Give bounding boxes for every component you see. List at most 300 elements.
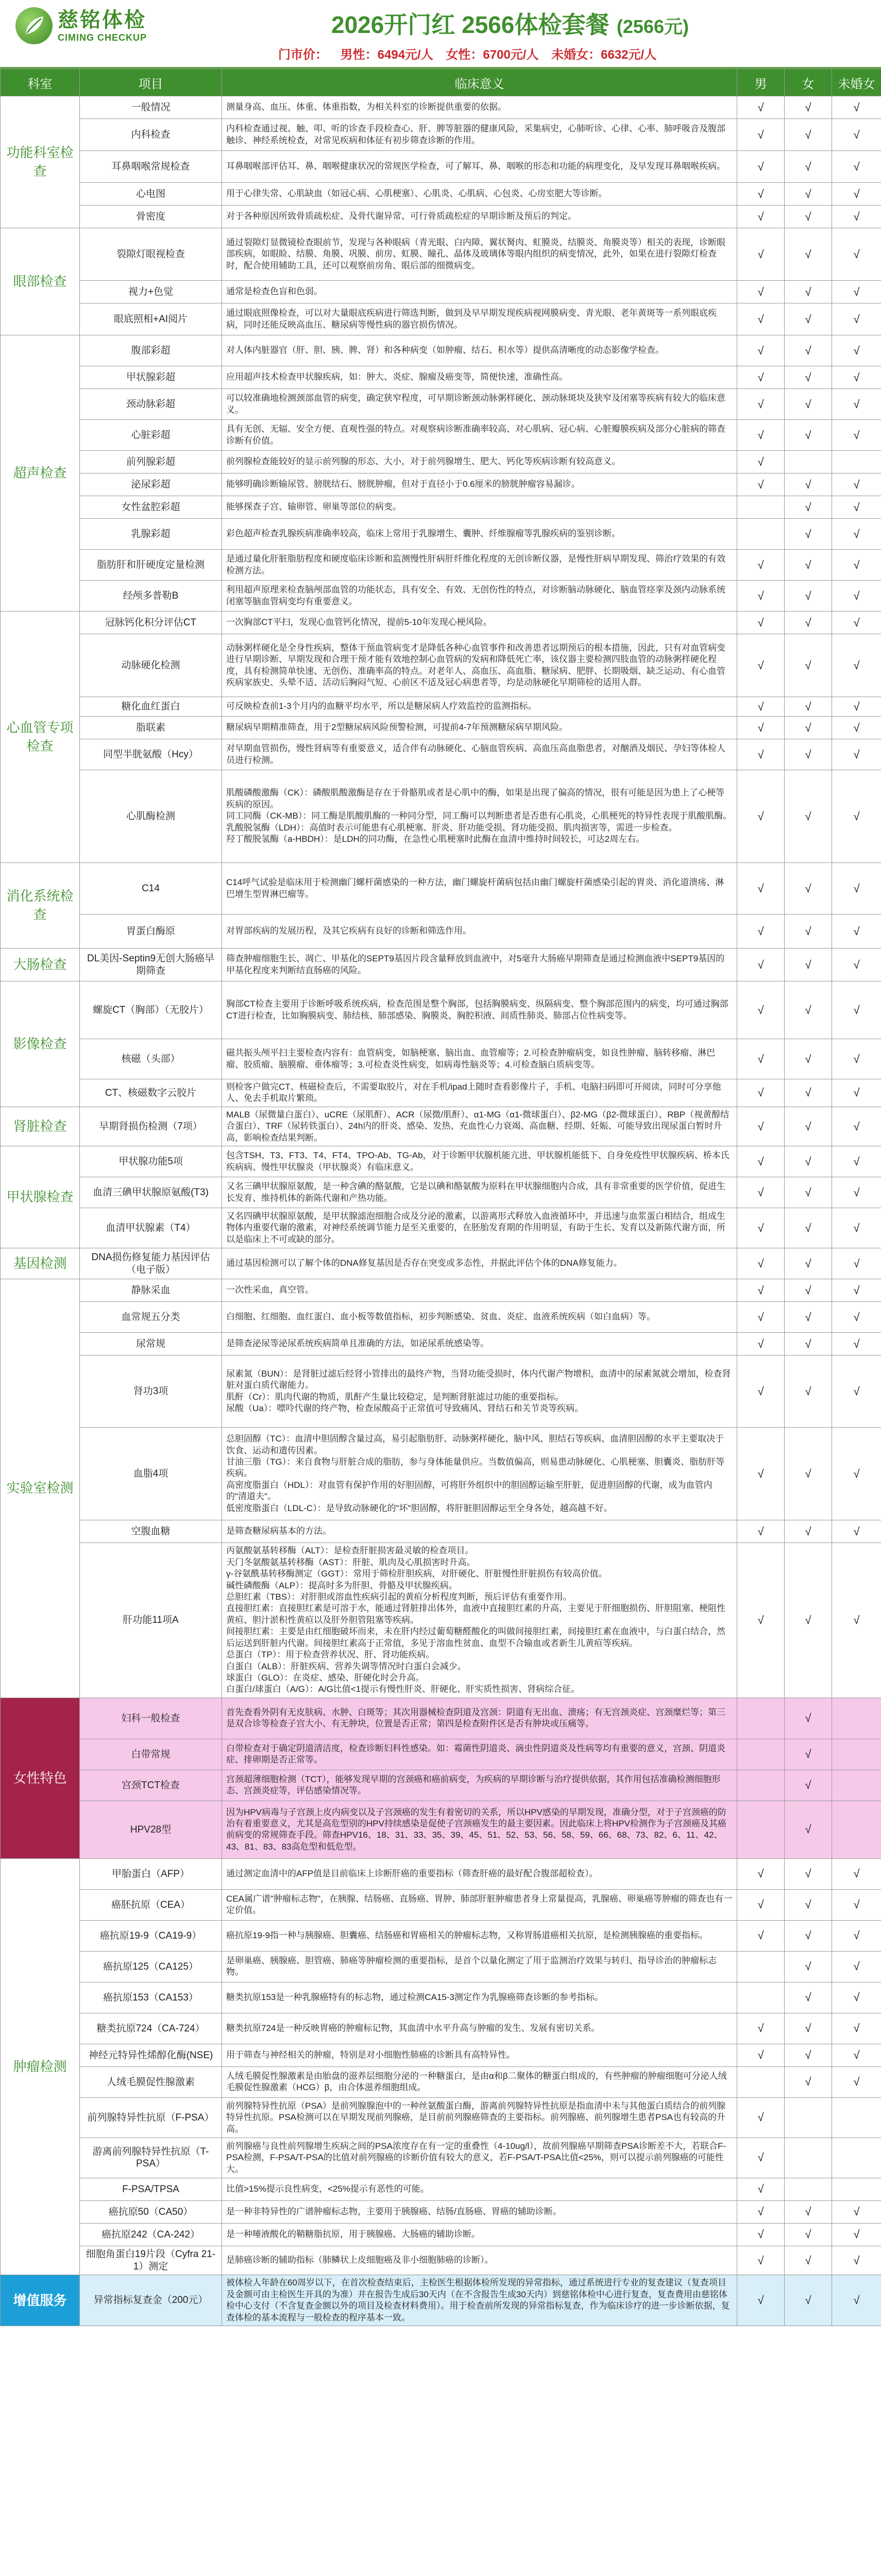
- male-check: √: [737, 96, 785, 119]
- price-male: 男性：6494元/人: [340, 48, 433, 62]
- item-description: 通过测定血清中的AFP值是目前临床上诊断肝癌的重要指标（筛查肝癌的最好配合腹部超检查）。: [222, 1858, 737, 1889]
- unmarried-check: √: [832, 183, 881, 206]
- item-name: 血清甲状腺素（T4）: [80, 1208, 222, 1248]
- item-name: 尿常规: [80, 1333, 222, 1355]
- item-name: 泌尿彩超: [80, 473, 222, 496]
- unmarried-check: √: [832, 1333, 881, 1355]
- section-category: 功能科室检查: [1, 96, 80, 228]
- male-check: √: [737, 1177, 785, 1208]
- female-check: √: [785, 119, 832, 151]
- male-check: √: [737, 335, 785, 366]
- table-row: [1, 2246, 881, 2275]
- table-row: [1, 612, 881, 634]
- item-name: 血清三碘甲状腺原氨酸(T3): [80, 1177, 222, 1208]
- item-name: 心脏彩超: [80, 420, 222, 451]
- item-name: 甲状腺彩超: [80, 366, 222, 389]
- male-check: [737, 496, 785, 519]
- table-row: [1, 1039, 881, 1079]
- female-check: √: [785, 1739, 832, 1770]
- female-check: √: [785, 1039, 832, 1079]
- male-check: √: [737, 228, 785, 281]
- table-row: [1, 96, 881, 119]
- item-description: 是一种非特异性的广谱肿瘤标志物，主要用于胰腺癌、结肠/直肠癌、胃癌的辅助诊断。: [222, 2200, 737, 2223]
- male-check: √: [737, 2200, 785, 2223]
- item-description: 内科检查通过视、触、叩、听的诊查手段检查心、肝、脾等脏器的健康风险，采集病史，心肺听诊、心律、心率、肺呼吸音及腹部触诊、神经系统检查，对常见疾病和体征有初步筛查诊断的作用。: [222, 119, 737, 151]
- item-description: 磁共振头颅平扫主要检查内容有：血管病变，如脑梗塞、脑出血、血管瘤等；2.可检查肿瘤病变，如良性肿瘤、脑转移瘤、淋巴瘤、胶质瘤、脑膜瘤、垂体瘤等；3.可检查炎性病变，如病毒性脑炎等；4.可检查脑白质病变等。: [222, 1039, 737, 1079]
- item-name: 游离前列腺特异性抗原（T-PSA）: [80, 2138, 222, 2178]
- female-check: √: [785, 1333, 832, 1355]
- table-row: [1, 1770, 881, 1801]
- item-description: 对于各种原因所致骨质疏松症、及骨代谢异常、可行骨质疏松症的早期诊断及预后的判定。: [222, 206, 737, 228]
- unmarried-check: √: [832, 1248, 881, 1279]
- price-label: 门市价：: [278, 48, 328, 62]
- header-item: 项目: [80, 69, 222, 96]
- item-description: 对人体内脏器官（肝、胆、胰、脾、肾）和各种病变（如肿瘤、结石、积水等）提供高清晰度的动态影像学检查。: [222, 335, 737, 366]
- table-row: [1, 2044, 881, 2066]
- title-main: 2026开门红 2566体检套餐: [331, 11, 609, 38]
- section-category: 肿瘤检测: [1, 1858, 80, 2275]
- female-check: √: [785, 612, 832, 634]
- female-check: √: [785, 1982, 832, 2013]
- item-description: 则检客户做完CT、核磁检查后，不需要取胶片，对在手机/ipad上随时查看影像片子，手机、电脑扫码即可开阅读，同时可分享他人、免去手机取片繁琐。: [222, 1079, 737, 1107]
- female-check: √: [785, 281, 832, 303]
- table-row: [1, 717, 881, 739]
- unmarried-check: √: [832, 1951, 881, 1982]
- section-category: 超声检查: [1, 335, 80, 612]
- table-header: [1, 69, 881, 96]
- male-check: √: [737, 581, 785, 612]
- unmarried-check: √: [832, 2275, 881, 2326]
- table-row: [1, 496, 881, 519]
- female-check: √: [785, 2275, 832, 2326]
- item-name: C14: [80, 863, 222, 914]
- female-check: √: [785, 1920, 832, 1951]
- table-row: [1, 420, 881, 451]
- item-name: 宫颈TCT检查: [80, 1770, 222, 1801]
- item-name: 心肌酶检测: [80, 770, 222, 863]
- item-description: 包含TSH、T3、FT3、T4、FT4、TPO-Ab、TG-Ab，对于诊断甲状腺机能亢进、甲状腺机能低下、自身免疫性甲状腺疾病、桥本氏疾病病、慢性甲状腺炎（甲状腺炎）有临床意义。: [222, 1146, 737, 1177]
- item-description: 比值>15%提示良性病变，<25%提示有恶性的可能。: [222, 2178, 737, 2200]
- female-check: √: [785, 151, 832, 183]
- unmarried-check: √: [832, 550, 881, 581]
- unmarried-check: √: [832, 717, 881, 739]
- item-description: 是筛查泌尿等泌尿系统疾病简单且准确的方法，如泌尿系统感染等。: [222, 1333, 737, 1355]
- female-check: √: [785, 389, 832, 420]
- table-row: [1, 1177, 881, 1208]
- female-check: √: [785, 496, 832, 519]
- item-description: 癌抗原19-9指一种与胰腺癌、胆囊癌、结肠癌和胃癌相关的肿瘤标志物，又称胃肠道癌相关抗原，是检测胰腺癌的重要指标。: [222, 1920, 737, 1951]
- table-row: [1, 473, 881, 496]
- female-check: √: [785, 634, 832, 697]
- brand-name-cn: 慈铭体检: [58, 8, 146, 31]
- unmarried-check: √: [832, 2200, 881, 2223]
- female-check: √: [785, 2066, 832, 2097]
- item-description: 是肺癌诊断的辅助指标（肺鳞状上皮细胞癌及非小细胞肺癌的诊断）。: [222, 2246, 737, 2275]
- table-row: [1, 1333, 881, 1355]
- female-check: √: [785, 96, 832, 119]
- unmarried-check: √: [832, 863, 881, 914]
- female-check: √: [785, 1951, 832, 1982]
- table-row: [1, 1698, 881, 1739]
- male-check: √: [737, 914, 785, 948]
- item-name: 前列腺特异性抗原（F-PSA）: [80, 2097, 222, 2138]
- unmarried-check: [832, 1770, 881, 1801]
- unmarried-check: √: [832, 366, 881, 389]
- item-name: 核磁（头部）: [80, 1039, 222, 1079]
- female-check: √: [785, 1079, 832, 1107]
- female-check: √: [785, 697, 832, 717]
- price-unmarried: 未婚女：6632元/人: [551, 48, 657, 62]
- unmarried-check: √: [832, 1543, 881, 1698]
- item-description: 丙氨酸氨基转移酶（ALT）：是检查肝脏损害最灵敏的检查项目。 天门冬氨酸氨基转移酶（AST）：肝脏、肌肉及心肌损害时升高。 γ-谷氨酰基转移酶测定（GGT）：常用于筛检肝胆疾病，对肝硬化、肝脏慢性肝脏损伤有较高价值。 碱性磷酸酶（ALP）：提高时多为肝胆、骨骼及甲状腺疾病。 总胆红素（TBS）：对肝胆或溶血性疾病引起的黄疸分析程度判断，预后评估有重要作用。 直接胆红素：直接胆红素是可溶于水，能通过肾脏排出体外，血液中直接胆红素的升高，主要见于肝细胞损伤、肝胆阻塞、梗阻性黄疸、胆汁淤积性黄疸以及肝外胆管阻塞等疾病。 间接胆红素：主要是由红细胞破坏而来，未在肝内经过葡萄糖醛酸化的叫做间接胆红素，间接胆红素在血液中，与白蛋白结合，然后运送到肝脏内代谢。间接胆红素高于正常值，多见于溶血性贫血、血型不合输血或者新生儿黄疸等疾病。 总蛋白（TP）：用于检查营养状况、肝、肾功能疾病。 白蛋白（ALB）：肝脏疾病、营养失调等情况时白蛋白会减少。 球蛋白（GLO）：在炎症、感染、肝硬化时会升高。 白蛋白/球蛋白（A/G）：A/G比值<1提示有慢性肝炎、肝硬化、肝实质性损害、肾病综合征。: [222, 1543, 737, 1698]
- male-check: √: [737, 206, 785, 228]
- male-check: √: [737, 420, 785, 451]
- unmarried-check: [832, 451, 881, 473]
- female-check: √: [785, 717, 832, 739]
- table-row: [1, 228, 881, 281]
- table-row: [1, 948, 881, 981]
- unmarried-check: √: [832, 1079, 881, 1107]
- item-name: 白带常规: [80, 1739, 222, 1770]
- item-name: 心电图: [80, 183, 222, 206]
- table-row: [1, 519, 881, 550]
- unmarried-check: √: [832, 1107, 881, 1146]
- female-check: √: [785, 228, 832, 281]
- section-category: 增值服务: [1, 2275, 80, 2326]
- item-name: 早期肾损伤检测（7项）: [80, 1107, 222, 1146]
- item-description: 彩色超声检查乳腺疾病准确率较高，临床上常用于乳腺增生、囊肿、纤维腺瘤等乳腺疾病的鉴别诊断。: [222, 519, 737, 550]
- item-name: 经颅多普勒B: [80, 581, 222, 612]
- table-row: [1, 2013, 881, 2044]
- female-check: √: [785, 1889, 832, 1920]
- table-row: [1, 1801, 881, 1858]
- item-name: 女性盆腔彩超: [80, 496, 222, 519]
- unmarried-check: √: [832, 1177, 881, 1208]
- table-row: [1, 1208, 881, 1248]
- male-check: √: [737, 697, 785, 717]
- item-name: 前列腺彩超: [80, 451, 222, 473]
- item-description: MALB（尿微量白蛋白）、uCRE（尿肌酐）、ACR（尿微/肌酐）、α1-MG（α1-微球蛋白）、β2-MG（β2-微球蛋白）、RBP（视黄醇结合蛋白）、TRF（尿转铁蛋白）、24h内的肝炎、感染、发热、充血性心力衰竭、高血糖、经期、妊娠、可能导致出现尿蛋白暂时升高，影响检查结果判断。: [222, 1107, 737, 1146]
- table-row: [1, 739, 881, 770]
- male-check: √: [737, 612, 785, 634]
- retail-prices: [278, 44, 666, 62]
- item-description: 胸部CT检查主要用于诊断呼吸系统疾病，检查范围是整个胸部，包括胸膜病变、纵隔病变、整个胸部范围内的病变，均可通过胸部CT进行检查，比如胸膜病变、肺结核、肺部感染、胸膜炎、胸腔积液、间质性肺炎、肺部占位性病变等。: [222, 981, 737, 1039]
- item-description: 对早期血管损伤，慢性肾病等有重要意义，适合伴有动脉硬化、心脑血管疾病、高血压高血脂患者，对酗酒及烟民、孕妇等体检人员进行检测。: [222, 739, 737, 770]
- item-name: 骨密度: [80, 206, 222, 228]
- table-row: [1, 1982, 881, 2013]
- table-row: [1, 1355, 881, 1428]
- unmarried-check: [832, 2178, 881, 2200]
- item-description: 是卵巢癌、胰腺癌、胆管癌、肺癌等肿瘤检测的重要指标，是首个以量化测定了用于监测治疗效果与转归、指导诊治的肿瘤标志物。: [222, 1951, 737, 1982]
- unmarried-check: √: [832, 206, 881, 228]
- table-row: [1, 2223, 881, 2246]
- table-row: [1, 1739, 881, 1770]
- item-name: 癌抗原19-9（CA19-9）: [80, 1920, 222, 1951]
- male-check: √: [737, 1079, 785, 1107]
- item-description: 可以较准确地检测颈部血管的病变，确定狭窄程度，可早期诊断颈动脉粥样硬化、颈动脉斑块及狭窄及闭塞等疾病有较大的临床意义。: [222, 389, 737, 420]
- female-check: √: [785, 1858, 832, 1889]
- female-check: √: [785, 1698, 832, 1739]
- female-check: √: [785, 1302, 832, 1333]
- male-check: √: [737, 2178, 785, 2200]
- unmarried-check: √: [832, 2223, 881, 2246]
- male-check: √: [737, 948, 785, 981]
- unmarried-check: √: [832, 1428, 881, 1520]
- male-check: √: [737, 2044, 785, 2066]
- unmarried-check: √: [832, 389, 881, 420]
- male-check: √: [737, 2138, 785, 2178]
- item-name: 癌抗原242（CA-242）: [80, 2223, 222, 2246]
- section-category: 甲状腺检查: [1, 1146, 80, 1248]
- table-row: [1, 206, 881, 228]
- price-female: 女性：6700元/人: [446, 48, 539, 62]
- female-check: √: [785, 581, 832, 612]
- male-check: √: [737, 473, 785, 496]
- brand-logo: [15, 7, 147, 44]
- item-name: 静脉采血: [80, 1279, 222, 1302]
- female-check: √: [785, 420, 832, 451]
- female-check: √: [785, 1543, 832, 1698]
- item-name: 耳鼻咽喉常规检查: [80, 151, 222, 183]
- unmarried-check: √: [832, 612, 881, 634]
- female-check: √: [785, 1208, 832, 1248]
- item-description: 用于筛查与神经相关的肿瘤，特别是对小细胞性肺癌的诊断具有高特异性。: [222, 2044, 737, 2066]
- table-row: [1, 183, 881, 206]
- table-row: [1, 1079, 881, 1107]
- item-description: 前列腺癌与良性前列腺增生疾病之间的PSA浓度存在有一定的重叠性（4-10ug/l），故前列腺癌早期筛查PSA诊断差不大，若联合F-PSA检测，F-PSA/T-PSA的比值对前列腺癌的诊断价值有较大的意义，若F-PSA/T-PSA比值<25%，则可以提示前列腺癌的可能性大。: [222, 2138, 737, 2178]
- table-row: [1, 335, 881, 366]
- table-row: [1, 2066, 881, 2097]
- unmarried-check: √: [832, 2066, 881, 2097]
- female-check: [785, 2138, 832, 2178]
- title-sub: (2566元): [616, 16, 689, 37]
- female-check: √: [785, 863, 832, 914]
- item-description: 糖类抗原153是一种乳腺癌特有的标志物，通过检测CA15-3测定作为乳腺癌筛查诊断的参考指标。: [222, 1982, 737, 2013]
- unmarried-check: √: [832, 1982, 881, 2013]
- male-check: √: [737, 1543, 785, 1698]
- male-check: √: [737, 1039, 785, 1079]
- male-check: √: [737, 451, 785, 473]
- male-check: √: [737, 1428, 785, 1520]
- item-name: 甲胎蛋白（AFP）: [80, 1858, 222, 1889]
- item-name: 脂联素: [80, 717, 222, 739]
- table-row: [1, 2178, 881, 2200]
- female-check: √: [785, 1146, 832, 1177]
- table-row: [1, 2200, 881, 2223]
- unmarried-check: √: [832, 1889, 881, 1920]
- table-row: [1, 1858, 881, 1889]
- item-description: 肌酸磷酸激酶（CK）：磷酸肌酸激酶是存在于骨骼肌或者是心肌中的酶，如果是出现了偏高的情况，很有可能是因为患上了心梗等疾病的原因。 同工同酶（CK-MB）：同工酶是肌酸肌酶的一种同分型，同工酶可以判断患者是否患有心肌炎，心肌梗死的特异性表现于肌酸肌酶。 乳酸脱氢酶（LDH）：高值时表示可能患有心肌梗塞、肝炎、肝功能受损、肾功能受损、肌肉损害等，需进一步检查。 羟丁酸脱氢酶（a-HBDH）：是LDH的同功酶，在急性心肌梗塞时此酶在血清中维持时间较长，可达2周左右。: [222, 770, 737, 863]
- male-check: √: [737, 2013, 785, 2044]
- item-name: 异常指标复查金（200元）: [80, 2275, 222, 2326]
- table-row: [1, 1889, 881, 1920]
- male-check: √: [737, 1355, 785, 1428]
- item-description: 首先查看外阴有无皮肤病、水肿、白斑等；其次用器械检查阴道及宫颈：阴道有无出血、溃疡；有无宫颈炎症、宫颈糜烂等；第三是双合诊等检查子宫大小、有无肿块，位置是否正常；第四是检查附件区是否有肿块或压痛等。: [222, 1698, 737, 1739]
- item-name: 视力+色觉: [80, 281, 222, 303]
- section-category: 大肠检查: [1, 948, 80, 981]
- header-unmarried: 未婚女: [832, 69, 881, 96]
- item-name: 血脂4项: [80, 1428, 222, 1520]
- table-row: [1, 151, 881, 183]
- male-check: [737, 1698, 785, 1739]
- male-check: [737, 1801, 785, 1858]
- section-category: 实验室检测: [1, 1279, 80, 1698]
- male-check: √: [737, 2097, 785, 2138]
- item-description: 是一种唾液酸化的鞘糖脂抗原，用于胰腺癌、大肠癌的辅助诊断。: [222, 2223, 737, 2246]
- header-female: 女: [785, 69, 832, 96]
- package-table: [0, 69, 881, 2326]
- item-description: 通过眼底照像检查，可以对大量眼底疾病进行筛选判断，做到及早早期发现疾病视网膜病变、青光眼、老年黄斑等一系列眼底疾病，同时还能反映高血压、糖尿病等慢性病的器官损伤情况。: [222, 303, 737, 335]
- unmarried-check: √: [832, 1355, 881, 1428]
- male-check: √: [737, 281, 785, 303]
- female-check: √: [785, 2200, 832, 2223]
- item-name: 糖类抗原724（CA-724）: [80, 2013, 222, 2044]
- item-name: 甲状腺功能5项: [80, 1146, 222, 1177]
- item-name: 动脉硬化检测: [80, 634, 222, 697]
- header: [0, 0, 881, 69]
- item-name: 癌抗原153（CA153）: [80, 1982, 222, 2013]
- header-male: 男: [737, 69, 785, 96]
- item-name: F-PSA/TPSA: [80, 2178, 222, 2200]
- item-description: 能够明确诊断输尿管、膀胱结石、膀胱肿瘤，但对于直径小于0.6厘米的膀胱肿瘤容易漏诊。: [222, 473, 737, 496]
- unmarried-check: √: [832, 1208, 881, 1248]
- unmarried-check: √: [832, 697, 881, 717]
- unmarried-check: √: [832, 634, 881, 697]
- unmarried-check: √: [832, 770, 881, 863]
- unmarried-check: √: [832, 981, 881, 1039]
- female-check: √: [785, 2246, 832, 2275]
- unmarried-check: √: [832, 1302, 881, 1333]
- male-check: √: [737, 1248, 785, 1279]
- female-check: √: [785, 739, 832, 770]
- male-check: √: [737, 2223, 785, 2246]
- unmarried-check: √: [832, 1858, 881, 1889]
- item-description: 尿素氮（BUN）：是肾脏过滤后经肾小管排出的最终产物，当肾功能受损时，体内代谢产物增积，血清中的尿素氮就会增加，检查肾脏对蛋白质代谢能力。 肌酐（Cr）：肌肉代谢的物质，肌酐产生量比较稳定，是判断肾脏滤过功能的重要指标。 尿酸（Ua）：嘌呤代谢的终产物，检查尿酸高于正常值可导致痛风、肾结石和关节炎等疾病。: [222, 1355, 737, 1428]
- male-check: √: [737, 863, 785, 914]
- female-check: √: [785, 948, 832, 981]
- female-check: √: [785, 335, 832, 366]
- item-name: 脂肪肝和肝硬度定量检测: [80, 550, 222, 581]
- table-row: [1, 366, 881, 389]
- female-check: √: [785, 519, 832, 550]
- section-category: 眼部检查: [1, 228, 80, 335]
- unmarried-check: √: [832, 1920, 881, 1951]
- female-check: √: [785, 550, 832, 581]
- female-check: √: [785, 1770, 832, 1801]
- table-row: [1, 1279, 881, 1302]
- item-description: 是筛查糖尿病基本的方法。: [222, 1520, 737, 1543]
- table-row: [1, 981, 881, 1039]
- leaf-icon: [15, 7, 53, 44]
- item-description: C14呼气试验是临床用于检测幽门螺杆菌感染的一种方法，幽门螺旋杆菌病包括由幽门螺旋杆菌感染引起的胃炎、消化道溃疡、淋巴增生型胃淋巴瘤等。: [222, 863, 737, 914]
- section-category: 基因检测: [1, 1248, 80, 1279]
- item-description: 是通过量化肝脏脂肪程度和硬度临床诊断和监测慢性肝病肝纤维化程度的无创诊断仪器，是慢性肝病早期发现、筛治疗效果的有效检测方法。: [222, 550, 737, 581]
- unmarried-check: √: [832, 2013, 881, 2044]
- male-check: √: [737, 303, 785, 335]
- male-check: [737, 1951, 785, 1982]
- unmarried-check: √: [832, 96, 881, 119]
- item-description: 对胃部疾病的发展历程，及其它疾病有良好的诊断和筛选作用。: [222, 914, 737, 948]
- item-name: 癌抗原50（CA50）: [80, 2200, 222, 2223]
- unmarried-check: √: [832, 581, 881, 612]
- male-check: √: [737, 634, 785, 697]
- male-check: √: [737, 770, 785, 863]
- item-name: 裂隙灯眼视检查: [80, 228, 222, 281]
- unmarried-check: √: [832, 739, 881, 770]
- unmarried-check: √: [832, 281, 881, 303]
- female-check: √: [785, 770, 832, 863]
- item-description: 人绒毛膜促性腺激素是由胎盘的滋养层细胞分泌的一种糖蛋白，是由α和β二聚体的糖蛋白组成的，有些肿瘤的肿瘤细胞可分泌人绒毛膜促性腺激素（HCG）β，由合体滋养细胞组成。: [222, 2066, 737, 2097]
- female-check: [785, 2178, 832, 2200]
- item-description: 白带检查对于确定阴道清洁度，检查诊断妇科性感染。如：霉菌性阴道炎、滴虫性阴道炎及性病等均有重要的意义，宫颈、阴道炎症、排卵期是否正常等。: [222, 1739, 737, 1770]
- item-description: 糖类抗原724是一种反映胃癌的肿瘤标记物，其血清中水平升高与肿瘤的发生、发展有密切关系。: [222, 2013, 737, 2044]
- brand-name-en: CIMING CHECKUP: [58, 32, 147, 43]
- male-check: √: [737, 119, 785, 151]
- section-category: 影像检查: [1, 981, 80, 1107]
- male-check: √: [737, 981, 785, 1039]
- male-check: [737, 2066, 785, 2097]
- section-category: 消化系统检查: [1, 863, 80, 948]
- male-check: √: [737, 183, 785, 206]
- item-name: 神经元特异性烯醇化酶(NSE): [80, 2044, 222, 2066]
- table-row: [1, 863, 881, 914]
- item-name: 细胞角蛋白19片段（Cyfra 21-1）测定: [80, 2246, 222, 2275]
- male-check: √: [737, 1302, 785, 1333]
- table-row: [1, 451, 881, 473]
- table-row: [1, 303, 881, 335]
- item-description: 能够探查子宫、输卵管、卵巢等部位的病变。: [222, 496, 737, 519]
- item-name: 血常规五分类: [80, 1302, 222, 1333]
- item-name: 肝功能11项A: [80, 1543, 222, 1698]
- item-name: 乳腺彩超: [80, 519, 222, 550]
- header-desc: 临床意义: [222, 69, 737, 96]
- item-name: 糖化血红蛋白: [80, 697, 222, 717]
- item-name: DNA损伤修复能力基因评估（电子版）: [80, 1248, 222, 1279]
- unmarried-check: √: [832, 303, 881, 335]
- female-check: √: [785, 1107, 832, 1146]
- male-check: √: [737, 1858, 785, 1889]
- item-description: 耳鼻咽喉部评估耳、鼻、咽喉健康状况的常规医学检查，可了解耳、鼻、咽喉的形态和功能的病理变化，及早发现耳鼻咽喉疾病。: [222, 151, 737, 183]
- male-check: √: [737, 151, 785, 183]
- unmarried-check: √: [832, 2044, 881, 2066]
- table-row: [1, 1920, 881, 1951]
- section-category: 心血管专项检查: [1, 612, 80, 863]
- table-row: [1, 1951, 881, 1982]
- female-check: √: [785, 1355, 832, 1428]
- item-name: 颈动脉彩超: [80, 389, 222, 420]
- table-row: [1, 119, 881, 151]
- item-name: 癌抗原125（CA125）: [80, 1951, 222, 1982]
- female-check: √: [785, 1248, 832, 1279]
- item-description: 可反映检查前1-3个月内的血糖平均水平，所以是糖尿病人疗效监控的监测指标。: [222, 697, 737, 717]
- item-description: 总胆固醇（TC）：血清中胆固醇含量过高，易引起脂肪肝、动脉粥样硬化、脑中风、胆结石等疾病、血清胆固醇的水平主要取决于饮食、运动和遗传因素。 甘油三脂（TG）：来自食物与肝脏合成的脂肪，参与身体能量供应。当数值偏高，则易患动脉硬化、心肌梗塞、胆囊炎、脂肪肝等疾病。 高密度脂蛋白（HDL）：对血管有保护作用的好胆固醇，可将肝外组织中的胆固醇运输至肝脏，促进胆固醇的代谢，成为血管内的"清道夫"。 低密度脂蛋白（LDL-C）：是导致动脉硬化的"坏"胆固醇，将肝脏胆固醇运至全身各处，越高越不好。: [222, 1428, 737, 1520]
- item-name: 眼底照相+AI阅片: [80, 303, 222, 335]
- female-check: [785, 451, 832, 473]
- item-description: CEA属广谱"肿瘤标志物"，在胰腺、结肠癌、直肠癌、胃肿、肺部肝脏肿瘤患者身上常量提高，乳腺癌、卵巢癌等肿瘤的筛查也有一定价值。: [222, 1889, 737, 1920]
- unmarried-check: √: [832, 473, 881, 496]
- female-check: √: [785, 183, 832, 206]
- item-name: 一般情况: [80, 96, 222, 119]
- female-check: √: [785, 1801, 832, 1858]
- unmarried-check: [832, 1739, 881, 1770]
- female-check: √: [785, 2044, 832, 2066]
- unmarried-check: √: [832, 948, 881, 981]
- unmarried-check: √: [832, 519, 881, 550]
- unmarried-check: [832, 1698, 881, 1739]
- item-name: 胃蛋白酶原: [80, 914, 222, 948]
- table-row: [1, 1543, 881, 1698]
- item-name: DL美因-Septin9无创大肠癌早期筛查: [80, 948, 222, 981]
